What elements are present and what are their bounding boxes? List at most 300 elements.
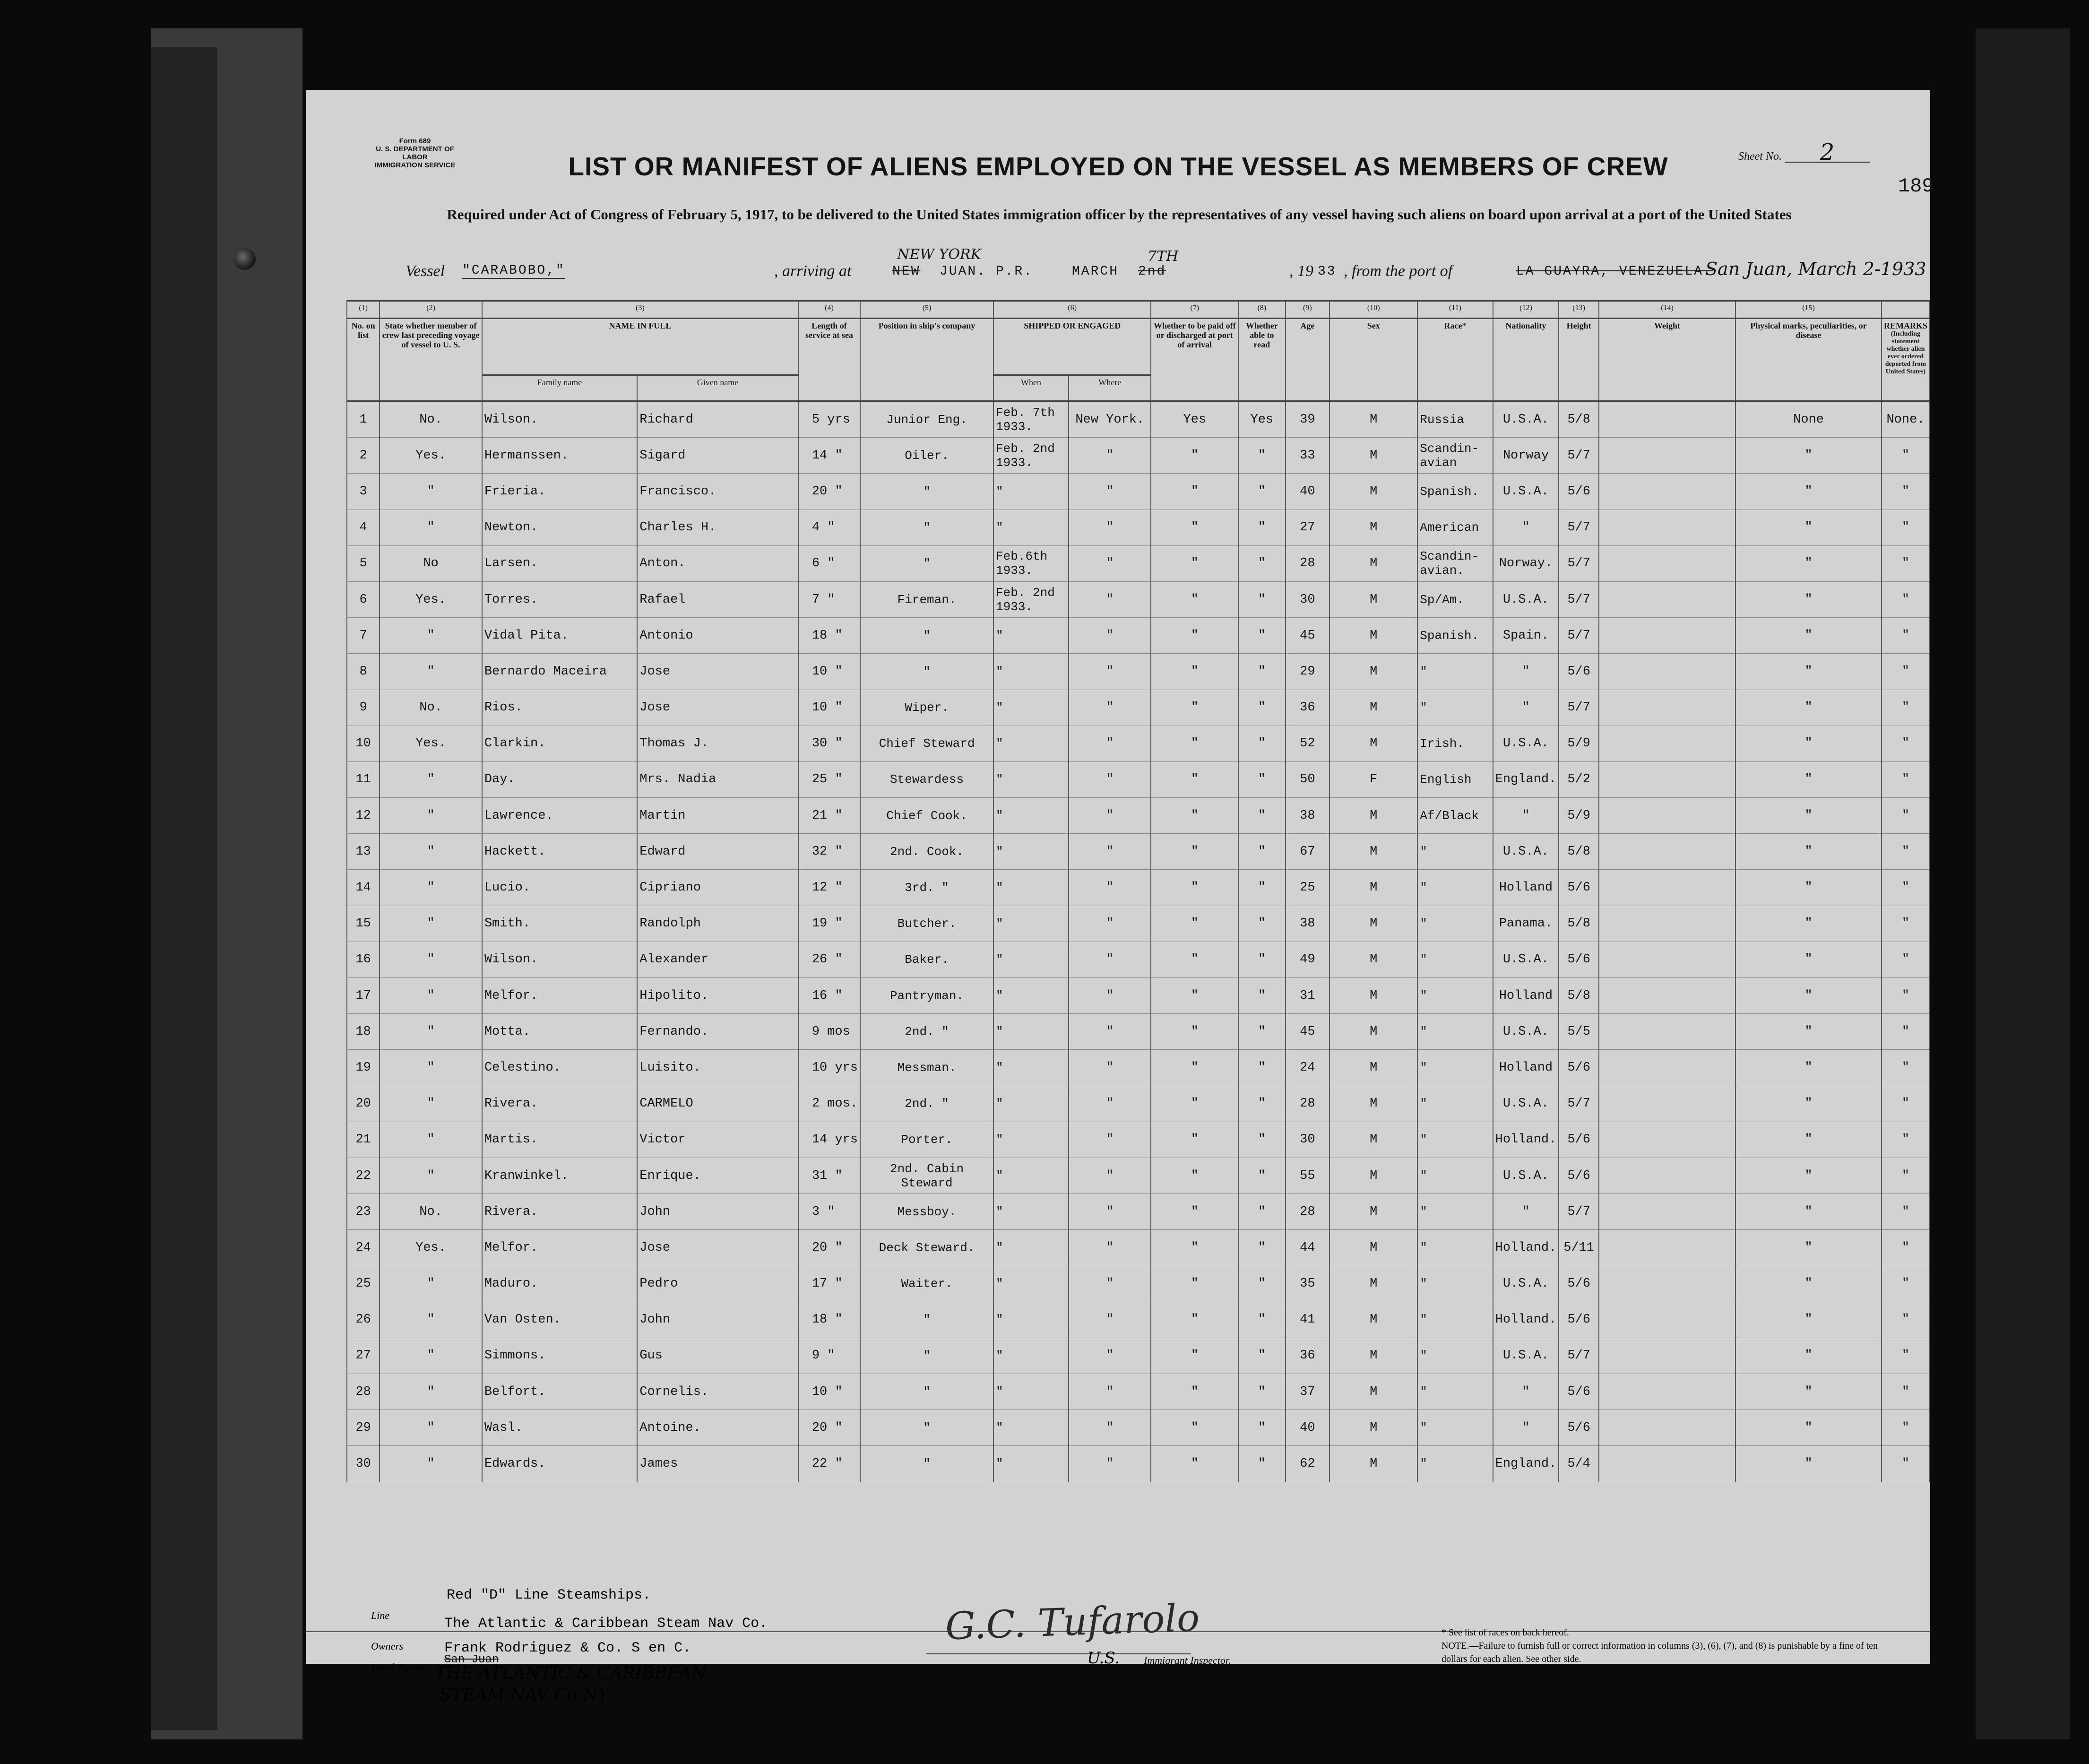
cell-family: Torres.	[482, 581, 637, 617]
cell-paid: "	[1151, 1158, 1238, 1193]
cell-height: 5/7	[1559, 618, 1599, 654]
cell-nationality: U.S.A.	[1493, 942, 1559, 977]
cell-height: 5/6	[1559, 474, 1599, 510]
cell-position: Chief Steward	[860, 726, 993, 761]
cell-weight	[1599, 761, 1735, 797]
cell-marks: "	[1735, 438, 1882, 474]
cell-remarks: None.	[1882, 401, 1930, 438]
cell-height: 5/8	[1559, 401, 1599, 438]
cell-paid: "	[1151, 798, 1238, 834]
cell-when: "	[993, 1266, 1069, 1302]
cell-height: 5/7	[1559, 510, 1599, 545]
cell-read: "	[1238, 1122, 1285, 1158]
cell-given: Victor	[637, 1122, 798, 1158]
cell-where: "	[1069, 654, 1151, 690]
cell-family: Rios.	[482, 690, 637, 726]
cell-service: 16 "	[798, 978, 860, 1014]
cell-marks: "	[1735, 1050, 1882, 1086]
cell-age: 36	[1286, 1338, 1330, 1374]
cell-race: "	[1417, 834, 1493, 870]
cell-sex: M	[1329, 1050, 1417, 1086]
cell-member: "	[380, 1158, 482, 1193]
cell-marks: "	[1735, 1230, 1882, 1266]
cell-given: Antoine.	[637, 1410, 798, 1446]
cell-member: "	[380, 474, 482, 510]
cell-nationality: "	[1493, 1410, 1559, 1446]
arrival-day-struck: 2nd	[1138, 264, 1166, 279]
cell-paid: "	[1151, 906, 1238, 942]
cell-paid: Yes	[1151, 401, 1238, 438]
cell-member: "	[380, 942, 482, 977]
cell-nationality: U.S.A.	[1493, 581, 1559, 617]
cell-where: "	[1069, 1302, 1151, 1338]
cell-family: Vidal Pita.	[482, 618, 637, 654]
cell-sex: M	[1329, 1266, 1417, 1302]
cell-service: 9 "	[798, 1338, 860, 1374]
cell-age: 55	[1286, 1158, 1330, 1193]
cell-no: 8	[347, 654, 380, 690]
cell-age: 50	[1286, 761, 1330, 797]
cell-height: 5/6	[1559, 1374, 1599, 1410]
cell-service: 5 yrs	[798, 401, 860, 438]
cell-age: 28	[1286, 545, 1330, 581]
cell-service: 32 "	[798, 834, 860, 870]
cell-nationality: "	[1493, 654, 1559, 690]
cell-age: 35	[1286, 1266, 1330, 1302]
col-header-family-name: Family name	[482, 375, 637, 401]
cell-when: "	[993, 906, 1069, 942]
cell-nationality: Holland	[1493, 978, 1559, 1014]
cell-member: "	[380, 1338, 482, 1374]
cell-paid: "	[1151, 1050, 1238, 1086]
table-row	[347, 1446, 1930, 1482]
cell-remarks: "	[1882, 798, 1930, 834]
table-row	[347, 1122, 1930, 1158]
cell-race: "	[1417, 1086, 1493, 1122]
agents-value: Frank Rodriguez & Co. S en C.	[444, 1640, 691, 1656]
cell-weight	[1599, 1050, 1735, 1086]
cell-weight	[1599, 978, 1735, 1014]
cell-sex: M	[1329, 1230, 1417, 1266]
cell-where: "	[1069, 1158, 1151, 1193]
cell-sex: M	[1329, 906, 1417, 942]
column-header-row	[347, 319, 1930, 375]
cell-race: "	[1417, 1446, 1493, 1482]
cell-where: "	[1069, 978, 1151, 1014]
cell-where: "	[1069, 1122, 1151, 1158]
cell-read: "	[1238, 654, 1285, 690]
cell-given: Antonio	[637, 618, 798, 654]
cell-where: "	[1069, 545, 1151, 581]
cell-family: Rivera.	[482, 1086, 637, 1122]
cell-race: "	[1417, 1266, 1493, 1302]
cell-height: 5/6	[1559, 870, 1599, 906]
col-header-name: NAME IN FULL	[482, 319, 798, 375]
cell-service: 31 "	[798, 1158, 860, 1193]
cell-position: Messman.	[860, 1050, 993, 1086]
cell-age: 28	[1286, 1194, 1330, 1230]
cell-given: Gus	[637, 1338, 798, 1374]
cell-when: "	[993, 510, 1069, 545]
cell-family: Wilson.	[482, 401, 637, 438]
table-row	[347, 1158, 1930, 1193]
cell-age: 36	[1286, 690, 1330, 726]
cell-race: "	[1417, 690, 1493, 726]
cell-position: "	[860, 1410, 993, 1446]
cell-paid: "	[1151, 1374, 1238, 1410]
cell-family: Lawrence.	[482, 798, 637, 834]
cell-when: "	[993, 1014, 1069, 1050]
cell-read: "	[1238, 1194, 1285, 1230]
cell-no: 13	[347, 834, 380, 870]
table-row	[347, 1194, 1930, 1230]
cell-member: No.	[380, 1194, 482, 1230]
page-title: LIST OR MANIFEST OF ALIENS EMPLOYED ON THE VESSEL AS MEMBERS OF CREW	[568, 152, 1668, 181]
cell-given: CARMELO	[637, 1086, 798, 1122]
cell-read: "	[1238, 1266, 1285, 1302]
cell-no: 11	[347, 761, 380, 797]
colnum: (9)	[1286, 301, 1330, 319]
cell-height: 5/7	[1559, 545, 1599, 581]
cell-given: Alexander	[637, 942, 798, 977]
cell-position: 2nd. "	[860, 1014, 993, 1050]
cell-height: 5/8	[1559, 978, 1599, 1014]
cell-service: 9 mos	[798, 1014, 860, 1050]
cell-no: 18	[347, 1014, 380, 1050]
cell-paid: "	[1151, 1014, 1238, 1050]
cell-read: "	[1238, 1086, 1285, 1122]
cell-marks: "	[1735, 1014, 1882, 1050]
department-name: U. S. DEPARTMENT OF LABOR	[376, 145, 454, 161]
service-name: IMMIGRATION SERVICE	[374, 161, 456, 169]
cell-where: "	[1069, 1014, 1151, 1050]
cell-given: Jose	[637, 1230, 798, 1266]
cell-race: "	[1417, 1338, 1493, 1374]
cell-marks: "	[1735, 510, 1882, 545]
cell-weight	[1599, 1122, 1735, 1158]
cell-remarks: "	[1882, 978, 1930, 1014]
cell-member: "	[380, 1374, 482, 1410]
cell-given: Randolph	[637, 906, 798, 942]
cell-remarks: "	[1882, 1410, 1930, 1446]
cell-given: Mrs. Nadia	[637, 761, 798, 797]
arrival-day-handwritten: 7TH	[1148, 248, 1179, 265]
cell-position: Waiter.	[860, 1266, 993, 1302]
cell-race: "	[1417, 870, 1493, 906]
cell-no: 23	[347, 1194, 380, 1230]
cell-when: Feb. 2nd 1933.	[993, 581, 1069, 617]
table-row	[347, 942, 1930, 977]
cell-remarks: "	[1882, 870, 1930, 906]
cell-weight	[1599, 1338, 1735, 1374]
cell-family: Lucio.	[482, 870, 637, 906]
cell-when: "	[993, 834, 1069, 870]
cell-service: 14 yrs	[798, 1122, 860, 1158]
cell-given: Thomas J.	[637, 726, 798, 761]
cell-service: 20 "	[798, 1410, 860, 1446]
cell-family: Wilson.	[482, 942, 637, 977]
cell-sex: M	[1329, 1374, 1417, 1410]
cell-position: "	[860, 474, 993, 510]
cell-no: 9	[347, 690, 380, 726]
cell-sex: F	[1329, 761, 1417, 797]
vessel-label: Vessel	[406, 262, 445, 280]
cell-service: 10 "	[798, 690, 860, 726]
cell-when: "	[993, 654, 1069, 690]
colnum: (1)	[347, 301, 380, 319]
cell-family: Celestino.	[482, 1050, 637, 1086]
cell-weight	[1599, 798, 1735, 834]
colnum: (15)	[1735, 301, 1882, 319]
cell-read: "	[1238, 1050, 1285, 1086]
cell-race: "	[1417, 906, 1493, 942]
cell-nationality: Spain.	[1493, 618, 1559, 654]
cell-where: "	[1069, 690, 1151, 726]
cell-race: "	[1417, 1302, 1493, 1338]
cell-read: "	[1238, 581, 1285, 617]
cell-remarks: "	[1882, 618, 1930, 654]
cell-sex: M	[1329, 1410, 1417, 1446]
cell-paid: "	[1151, 1302, 1238, 1338]
cell-remarks: "	[1882, 581, 1930, 617]
cell-given: Cornelis.	[637, 1374, 798, 1410]
cell-weight	[1599, 942, 1735, 977]
cell-where: "	[1069, 1194, 1151, 1230]
cell-marks: "	[1735, 1374, 1882, 1410]
col-header-where: Where	[1069, 375, 1151, 401]
cell-no: 24	[347, 1230, 380, 1266]
cell-nationality: Holland.	[1493, 1122, 1559, 1158]
cell-where: "	[1069, 870, 1151, 906]
cell-read: "	[1238, 1302, 1285, 1338]
cell-position: Butcher.	[860, 906, 993, 942]
cell-no: 21	[347, 1122, 380, 1158]
cell-given: Fernando.	[637, 1014, 798, 1050]
cell-given: John	[637, 1302, 798, 1338]
cell-weight	[1599, 870, 1735, 906]
cell-sex: M	[1329, 942, 1417, 977]
cell-sex: M	[1329, 1446, 1417, 1482]
cell-marks: "	[1735, 1158, 1882, 1193]
cell-given: Sigard	[637, 438, 798, 474]
cell-member: "	[380, 1014, 482, 1050]
cell-when: "	[993, 761, 1069, 797]
cell-age: 38	[1286, 798, 1330, 834]
agents-handwritten-2: STEAM NAV Co NY	[440, 1686, 609, 1705]
table-row	[347, 545, 1930, 581]
cell-weight	[1599, 510, 1735, 545]
film-frame-right	[1976, 28, 2070, 1739]
cell-member: "	[380, 978, 482, 1014]
cell-paid: "	[1151, 510, 1238, 545]
agents-struck: San Juan	[444, 1653, 499, 1666]
cell-marks: "	[1735, 654, 1882, 690]
cell-no: 22	[347, 1158, 380, 1193]
cell-weight	[1599, 1014, 1735, 1050]
cell-height: 5/4	[1559, 1446, 1599, 1482]
cell-age: 30	[1286, 1122, 1330, 1158]
cell-sex: M	[1329, 834, 1417, 870]
colnum: (13)	[1559, 301, 1599, 319]
table-row	[347, 761, 1930, 797]
cell-where: "	[1069, 618, 1151, 654]
col-header-sex: Sex	[1329, 319, 1417, 401]
cell-paid: "	[1151, 1230, 1238, 1266]
cell-service: 2 mos.	[798, 1086, 860, 1122]
table-row	[347, 1086, 1930, 1122]
cell-paid: "	[1151, 942, 1238, 977]
cell-age: 28	[1286, 1086, 1330, 1122]
cell-position: Porter.	[860, 1122, 993, 1158]
cell-age: 52	[1286, 726, 1330, 761]
cell-no: 27	[347, 1338, 380, 1374]
cell-member: "	[380, 798, 482, 834]
cell-read: "	[1238, 942, 1285, 977]
cell-weight	[1599, 545, 1735, 581]
cell-nationality: England.	[1493, 761, 1559, 797]
cell-paid: "	[1151, 654, 1238, 690]
cell-given: Luisito.	[637, 1050, 798, 1086]
from-port: LA GUAYRA, VENEZUELA.	[1516, 264, 1713, 279]
cell-service: 20 "	[798, 1230, 860, 1266]
cell-weight	[1599, 618, 1735, 654]
col-header-remarks	[1882, 319, 1930, 401]
cell-given: Martin	[637, 798, 798, 834]
col-header-read: Whether able to read	[1238, 319, 1285, 401]
cell-age: 33	[1286, 438, 1330, 474]
cell-where: "	[1069, 1230, 1151, 1266]
cell-where: "	[1069, 726, 1151, 761]
cell-family: Bernardo Maceira	[482, 654, 637, 690]
cell-age: 30	[1286, 581, 1330, 617]
cell-marks: "	[1735, 942, 1882, 977]
cell-position: Baker.	[860, 942, 993, 977]
cell-given: Jose	[637, 654, 798, 690]
colnum: (12)	[1493, 301, 1559, 319]
cell-marks: "	[1735, 1266, 1882, 1302]
cell-read: "	[1238, 1338, 1285, 1374]
arriving-label: , arriving at	[774, 262, 852, 280]
cell-age: 40	[1286, 1410, 1330, 1446]
cell-position: Pantryman.	[860, 978, 993, 1014]
cell-marks: "	[1735, 545, 1882, 581]
cell-no: 16	[347, 942, 380, 977]
cell-age: 25	[1286, 870, 1330, 906]
cell-nationality: Holland.	[1493, 1302, 1559, 1338]
table-row	[347, 1230, 1930, 1266]
inspector-caption: Immigrant Inspector.	[1144, 1654, 1231, 1666]
cell-paid: "	[1151, 761, 1238, 797]
cell-member: "	[380, 1086, 482, 1122]
cell-read: "	[1238, 510, 1285, 545]
cell-paid: "	[1151, 1086, 1238, 1122]
cell-position: Deck Steward.	[860, 1230, 993, 1266]
cell-where: "	[1069, 1410, 1151, 1446]
cell-position: "	[860, 1446, 993, 1482]
cell-nationality: U.S.A.	[1493, 1158, 1559, 1193]
cell-remarks: "	[1882, 1086, 1930, 1122]
cell-race: Irish.	[1417, 726, 1493, 761]
cell-weight	[1599, 906, 1735, 942]
cell-member: Yes.	[380, 1230, 482, 1266]
cell-no: 30	[347, 1446, 380, 1482]
col-header-no: No. on list	[347, 319, 380, 401]
cell-race: "	[1417, 942, 1493, 977]
table-row	[347, 581, 1930, 617]
cell-given: Rafael	[637, 581, 798, 617]
cell-position: Fireman.	[860, 581, 993, 617]
cell-service: 14 "	[798, 438, 860, 474]
cell-remarks: "	[1882, 438, 1930, 474]
cell-no: 4	[347, 510, 380, 545]
col-header-age: Age	[1286, 319, 1330, 401]
cell-no: 5	[347, 545, 380, 581]
col-header-height: Height	[1559, 319, 1599, 401]
cell-member: "	[380, 906, 482, 942]
cell-member: "	[380, 618, 482, 654]
cell-age: 24	[1286, 1050, 1330, 1086]
cell-race: Russia	[1417, 401, 1493, 438]
cell-age: 29	[1286, 654, 1330, 690]
cell-service: 19 "	[798, 906, 860, 942]
cell-height: 5/6	[1559, 1266, 1599, 1302]
cell-age: 27	[1286, 510, 1330, 545]
cell-no: 28	[347, 1374, 380, 1410]
cell-position: Oiler.	[860, 438, 993, 474]
col-header-when: When	[993, 375, 1069, 401]
cell-race: "	[1417, 1014, 1493, 1050]
colnum: (6)	[993, 301, 1151, 319]
cell-service: 7 "	[798, 581, 860, 617]
cell-position: "	[860, 1302, 993, 1338]
footnote-penalty: NOTE.—Failure to furnish full or correct information in columns (3), (6), (7), and (8) is punishable by a fine of ten dollars for each alien. See other side.	[1442, 1641, 1878, 1664]
cell-sex: M	[1329, 545, 1417, 581]
table-row	[347, 798, 1930, 834]
col-header-given-name: Given name	[637, 375, 798, 401]
cell-weight	[1599, 1230, 1735, 1266]
cell-race: "	[1417, 1194, 1493, 1230]
cell-read: "	[1238, 438, 1285, 474]
cell-where: "	[1069, 906, 1151, 942]
sheet-number-value: 2	[1785, 143, 1870, 163]
cell-service: 10 "	[798, 654, 860, 690]
colnum: (4)	[798, 301, 860, 319]
cell-where: New York.	[1069, 401, 1151, 438]
line-label: Line	[371, 1609, 390, 1621]
cell-no: 10	[347, 726, 380, 761]
cell-remarks: "	[1882, 1230, 1930, 1266]
col-header-nationality: Nationality	[1493, 319, 1559, 401]
cell-given: Enrique.	[637, 1158, 798, 1193]
cell-given: James	[637, 1446, 798, 1482]
cell-service: 26 "	[798, 942, 860, 977]
cell-sex: M	[1329, 870, 1417, 906]
cell-given: Jose	[637, 690, 798, 726]
cell-sex: M	[1329, 510, 1417, 545]
cell-family: Newton.	[482, 510, 637, 545]
cell-marks: "	[1735, 978, 1882, 1014]
colnum: (10)	[1329, 301, 1417, 319]
line-value: Red "D" Line Steamships.	[447, 1587, 651, 1603]
cell-paid: "	[1151, 1266, 1238, 1302]
cell-nationality: "	[1493, 798, 1559, 834]
cell-marks: "	[1735, 761, 1882, 797]
cell-race: Spanish.	[1417, 474, 1493, 510]
arriving-handwritten: NEW YORK	[897, 246, 981, 263]
cell-service: 25 "	[798, 761, 860, 797]
cell-sex: M	[1329, 1302, 1417, 1338]
cell-height: 5/6	[1559, 1050, 1599, 1086]
